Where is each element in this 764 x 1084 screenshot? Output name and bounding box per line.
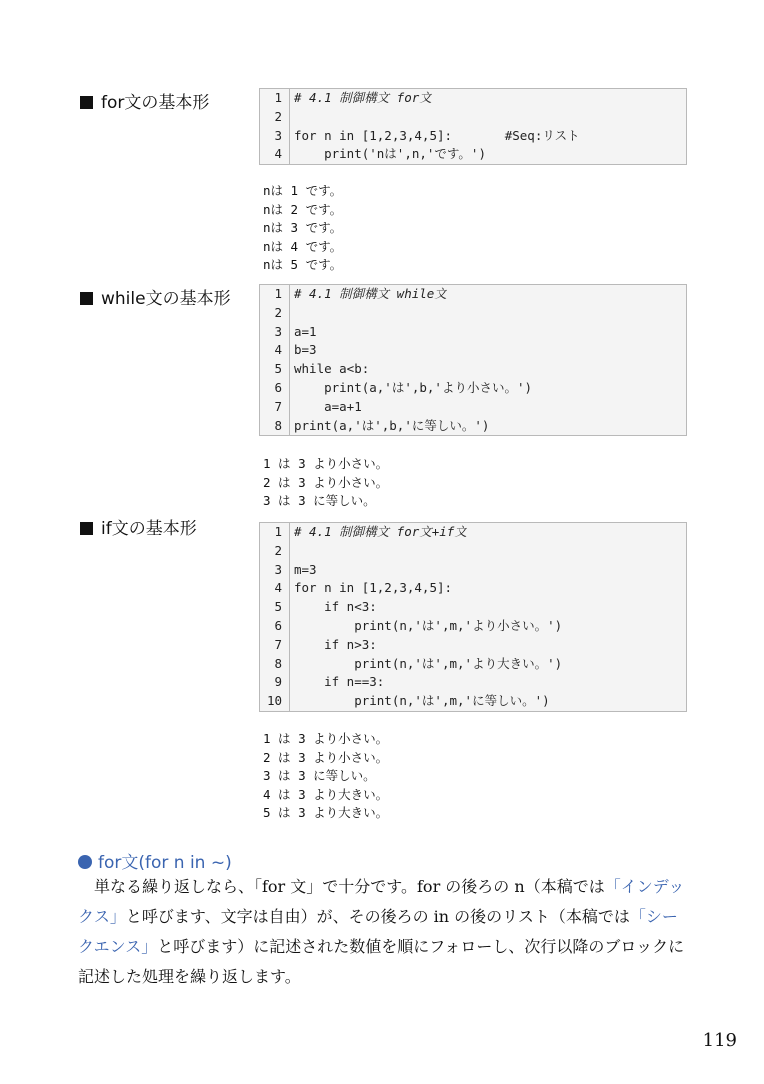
output-line: 5 は 3 より大きい。 — [263, 805, 389, 821]
line-number: 2 — [260, 108, 290, 127]
code-line — [260, 692, 686, 711]
line-number: 10 — [260, 692, 290, 711]
line-number: 4 — [260, 579, 290, 598]
code-text: print(n,'は',m,'より大きい。') — [294, 655, 563, 671]
line-number: 1 — [260, 89, 290, 108]
line-number: 1 — [260, 523, 290, 542]
code-line — [260, 108, 686, 127]
output-line: 3 は 3 に等しい。 — [263, 493, 376, 509]
code-text: for n in [1,2,3,4,5]: — [294, 580, 453, 596]
output-line: nは 3 です。 — [263, 220, 343, 236]
output-line: 3 は 3 に等しい。 — [263, 768, 376, 784]
code-text: # 4.1 制御構文 for文 — [294, 90, 432, 105]
code-text: print(n,'は',m,'に等しい。') — [294, 693, 550, 709]
code-text: print(a,'は',b,'より小さい。') — [294, 379, 533, 395]
code-text: b=3 — [294, 342, 317, 358]
code-text: print(a,'は',b,'に等しい。') — [294, 417, 490, 433]
code-line — [260, 579, 686, 598]
output-line: 2 は 3 より小さい。 — [263, 749, 389, 765]
code-text: print('nは',n,'です。') — [294, 146, 486, 162]
output-line: nは 2 です。 — [263, 201, 343, 217]
line-number: 2 — [260, 542, 290, 561]
code-line — [260, 542, 686, 561]
line-number: 3 — [260, 561, 290, 580]
output-line: nは 1 です。 — [263, 183, 343, 198]
code-text: if n==3: — [294, 674, 385, 690]
code-text — [290, 542, 294, 561]
circle-bullet-icon — [78, 855, 92, 869]
output-line: 1 は 3 より小さい。 — [263, 731, 389, 746]
code-line — [260, 285, 686, 304]
line-number: 4 — [260, 145, 290, 164]
code-line — [260, 617, 686, 636]
for-section-title: for文の基本形 — [80, 88, 209, 113]
page-number: 119 — [702, 1030, 737, 1051]
code-line — [260, 398, 686, 417]
line-number: 1 — [260, 285, 290, 304]
line-number: 2 — [260, 304, 290, 323]
code-text: if n<3: — [294, 599, 377, 615]
line-number: 6 — [260, 379, 290, 398]
output-line: nは 4 です。 — [263, 238, 343, 254]
code-line — [260, 145, 686, 164]
code-line — [260, 561, 686, 580]
code-line — [260, 636, 686, 655]
while-code-block — [259, 284, 687, 436]
code-line — [260, 89, 686, 108]
for-code-block — [259, 88, 687, 165]
line-number: 5 — [260, 360, 290, 379]
line-number: 7 — [260, 636, 290, 655]
code-text: # 4.1 制御構文 while文 — [294, 286, 447, 301]
square-bullet-icon — [80, 292, 93, 305]
if-output — [263, 730, 388, 823]
square-bullet-icon — [80, 96, 93, 109]
code-text: a=a+1 — [294, 398, 362, 414]
code-text — [290, 108, 294, 127]
while-section-title: while文の基本形 — [80, 284, 231, 309]
code-text: # 4.1 制御構文 for文+if文 — [294, 524, 467, 539]
square-bullet-icon — [80, 522, 93, 535]
code-text — [290, 304, 294, 323]
line-number: 7 — [260, 398, 290, 417]
code-text: m=3 — [294, 561, 317, 577]
output-line: 4 は 3 より大きい。 — [263, 786, 389, 802]
code-text: a=1 — [294, 323, 317, 339]
explanation-heading: for文(for n in ~) — [78, 848, 232, 873]
line-number: 9 — [260, 673, 290, 692]
code-line — [260, 360, 686, 379]
explanation-paragraph: 単なる繰り返しなら、「for 文」で十分です。for の後ろの n（本稿では「インデックス」と呼びます、文字は自由）が、その後ろの in の後のリスト（本稿では「シークエンス」と呼びます）に記述された数値を順にフォローし、次行以降のブロックに記述した処理を繰り返します。 — [78, 877, 685, 986]
code-text: if n>3: — [294, 636, 377, 652]
code-line — [260, 323, 686, 342]
for-output — [263, 182, 342, 275]
code-line — [260, 598, 686, 617]
code-text: print(n,'は',m,'より小さい。') — [294, 617, 563, 633]
code-line — [260, 379, 686, 398]
code-text: for n in [1,2,3,4,5]: #Seq:リスト — [294, 127, 580, 143]
code-line — [260, 304, 686, 323]
code-line — [260, 673, 686, 692]
code-line — [260, 523, 686, 542]
line-number: 8 — [260, 417, 290, 436]
line-number: 6 — [260, 617, 290, 636]
while-output — [263, 455, 388, 511]
line-number: 8 — [260, 655, 290, 674]
if-code-block — [259, 522, 687, 712]
code-line — [260, 341, 686, 360]
code-text: while a<b: — [294, 361, 370, 377]
output-line: nは 5 です。 — [263, 257, 343, 273]
output-line: 1 は 3 より小さい。 — [263, 456, 389, 471]
output-line: 2 は 3 より小さい。 — [263, 474, 389, 490]
line-number: 5 — [260, 598, 290, 617]
code-line — [260, 127, 686, 146]
if-section-title: if文の基本形 — [80, 514, 197, 539]
code-line — [260, 417, 686, 436]
code-line — [260, 655, 686, 674]
line-number: 4 — [260, 341, 290, 360]
line-number: 3 — [260, 323, 290, 342]
line-number: 3 — [260, 127, 290, 146]
